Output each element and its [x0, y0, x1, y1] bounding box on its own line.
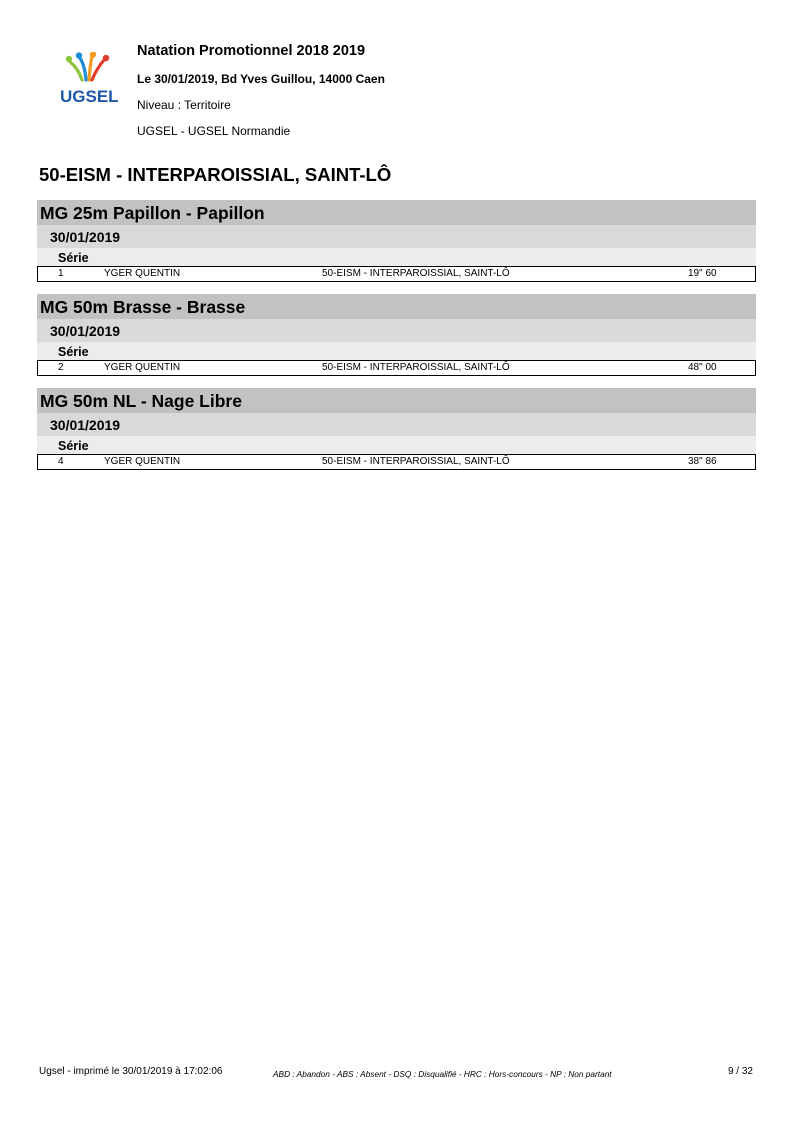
result-row: [37, 266, 756, 282]
club-title: 50-EISM - INTERPAROISSIAL, SAINT-LÔ: [39, 164, 392, 185]
result-time: 38" 86: [688, 456, 717, 467]
meeting-title: Natation Promotionnel 2018 2019: [137, 43, 366, 59]
result-name: YGER QUENTIN: [104, 362, 181, 373]
event-date: 30/01/2019: [37, 225, 756, 248]
result-rank: 1: [58, 268, 64, 279]
event-section: [37, 294, 756, 376]
serie-label: Série: [37, 436, 756, 454]
result-rank: 4: [58, 456, 64, 467]
event-date: 30/01/2019: [37, 319, 756, 342]
serie-label: Série: [37, 248, 756, 266]
meeting-location: Le 30/01/2019, Bd Yves Guillou, 14000 Caen: [137, 72, 385, 86]
result-time: 19" 60: [688, 268, 717, 279]
result-row: [37, 454, 756, 470]
event-section: [37, 200, 756, 282]
result-name: YGER QUENTIN: [104, 268, 181, 279]
abbreviation-legend: ABD : Abandon - ABS : Absent - DSQ : Disqualifié - HRC : Hors-concours - NP : Non partant: [273, 1069, 612, 1079]
event-title: MG 50m NL - Nage Libre: [37, 388, 756, 413]
meeting-organizer: UGSEL - UGSEL Normandie: [137, 124, 291, 138]
page-number: 9 / 32: [727, 1066, 753, 1077]
ugsel-logo: [60, 52, 126, 106]
logo-text: UGSEL: [60, 87, 119, 106]
events-list: [37, 200, 756, 482]
event-title: MG 25m Papillon - Papillon: [37, 200, 756, 225]
result-row: [37, 360, 756, 376]
event-section: [37, 388, 756, 470]
result-club: 50-EISM - INTERPAROISSIAL, SAINT-LÔ: [322, 456, 510, 467]
result-name: YGER QUENTIN: [104, 456, 181, 467]
result-club: 50-EISM - INTERPAROISSIAL, SAINT-LÔ: [322, 268, 510, 279]
serie-label: Série: [37, 342, 756, 360]
result-club: 50-EISM - INTERPAROISSIAL, SAINT-LÔ: [322, 362, 510, 373]
print-info: Ugsel - imprimé le 30/01/2019 à 17:02:06: [39, 1066, 223, 1077]
result-time: 48" 00: [688, 362, 717, 373]
event-title: MG 50m Brasse - Brasse: [37, 294, 756, 319]
result-rank: 2: [58, 362, 64, 373]
meeting-level: Niveau : Territoire: [137, 98, 231, 112]
event-date: 30/01/2019: [37, 413, 756, 436]
